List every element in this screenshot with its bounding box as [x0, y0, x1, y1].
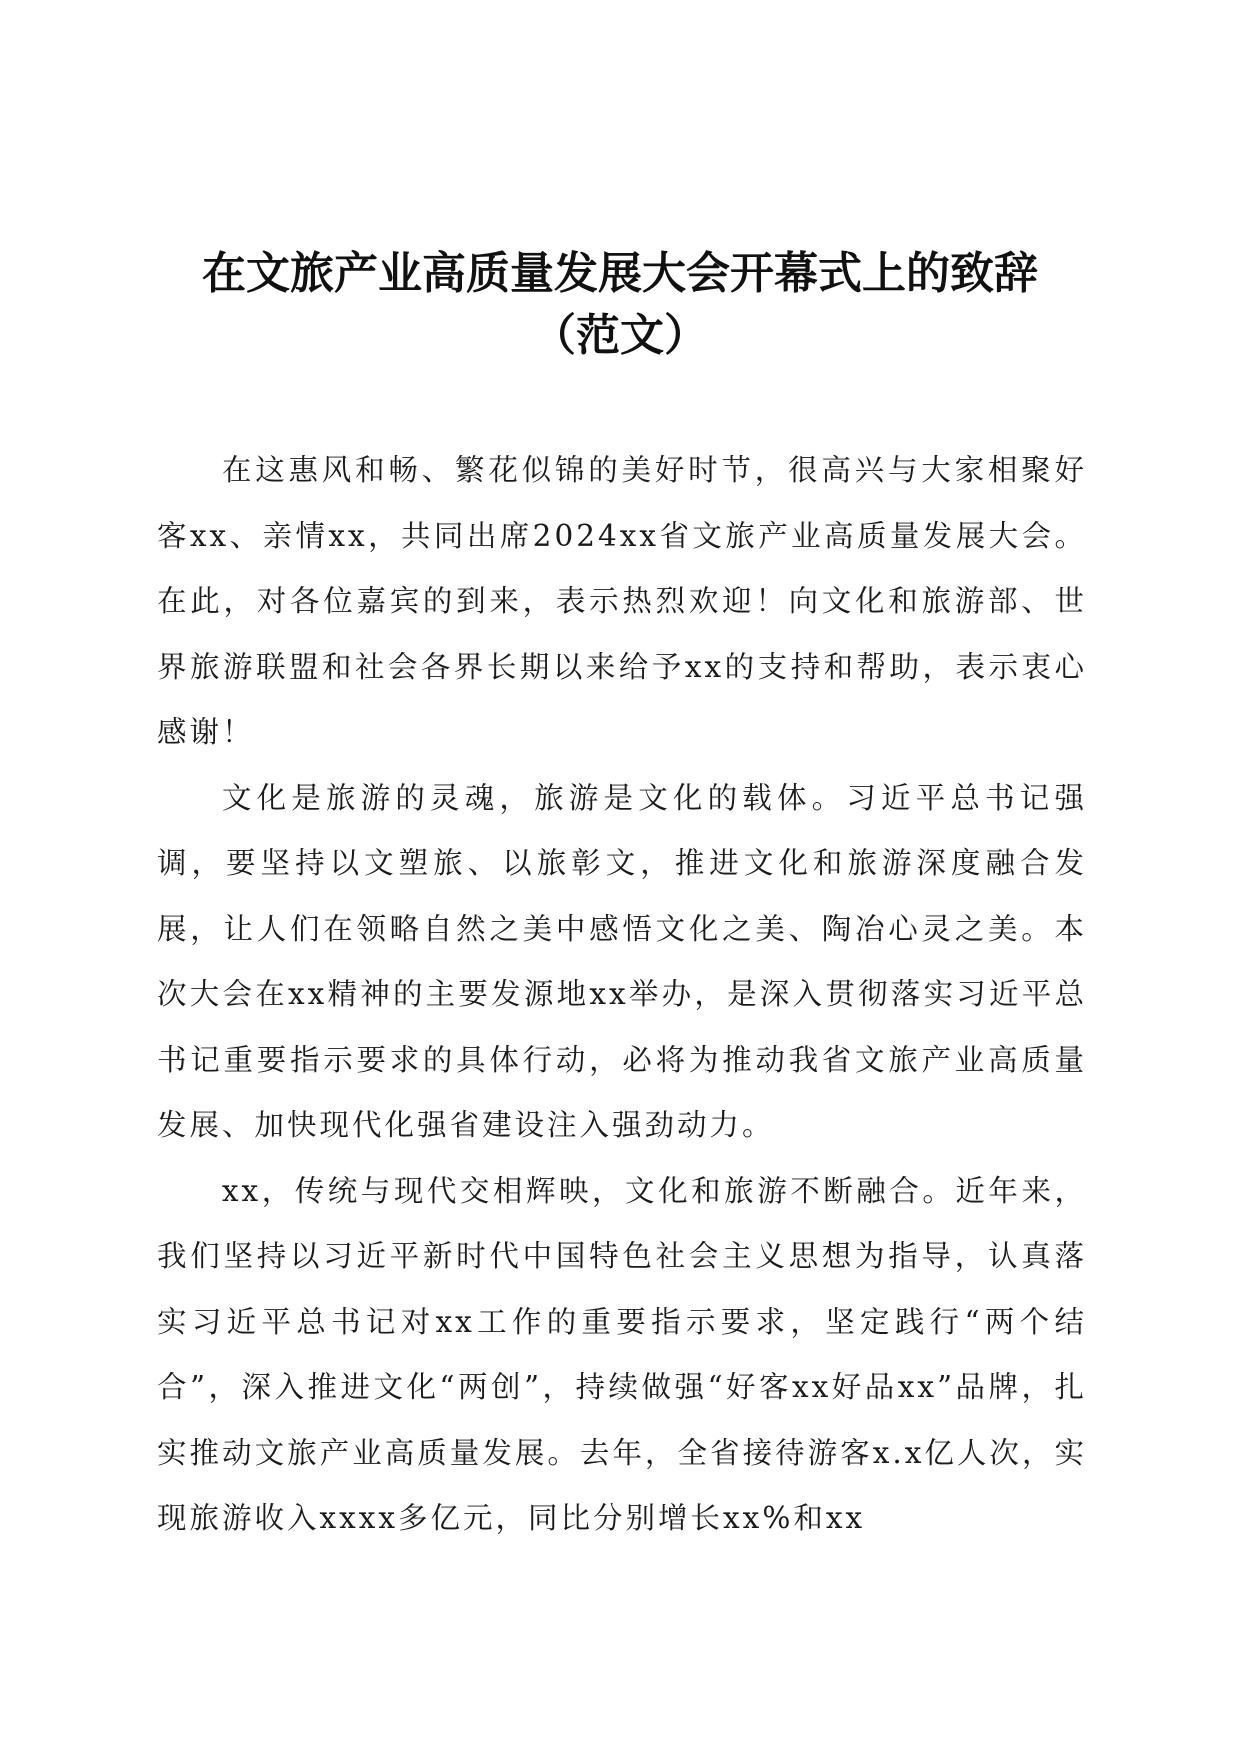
- document-title: 在文旅产业高质量发展大会开幕式上的致辞: [202, 248, 1038, 299]
- paragraph-3: xx，传统与现代交相辉映，文化和旅游不断融合。近年来，我们坚持以习近平新时代中国特色社会主义思想为指导，认真落实习近平总书记对xx工作的重要指示要求，坚定践行“两个结合”，深入推进文化“两创”，持续做强“好客xx好品xx”品牌，扎实推动文旅产业高质量发展。去年，全省接待游客x.x亿人次，实现旅游收入xxxx多亿元，同比分别增长xx%和xx: [157, 1173, 1087, 1535]
- document-subtitle: （范文）: [532, 310, 708, 361]
- document-body: [157, 438, 1087, 1552]
- paragraph-1: 在这惠风和畅、繁花似锦的美好时节，很高兴与大家相聚好客xx、亲情xx，共同出席2024xx省文旅产业高质量发展大会。在此，对各位嘉宾的到来，表示热烈欢迎！向文化和旅游部、世界旅游联盟和社会各界长期以来给予xx的支持和帮助，表示衷心感谢！: [157, 453, 1087, 749]
- paragraph-2: 文化是旅游的灵魂，旅游是文化的载体。习近平总书记强调，要坚持以文塑旅、以旅彰文，推进文化和旅游深度融合发展，让人们在领略自然之美中感悟文化之美、陶冶心灵之美。本次大会在xx精神的主要发源地xx举办，是深入贯彻落实习近平总书记重要指示要求的具体行动，必将为推动我省文旅产业高质量发展、加快现代化强省建设注入强劲动力。: [157, 780, 1087, 1142]
